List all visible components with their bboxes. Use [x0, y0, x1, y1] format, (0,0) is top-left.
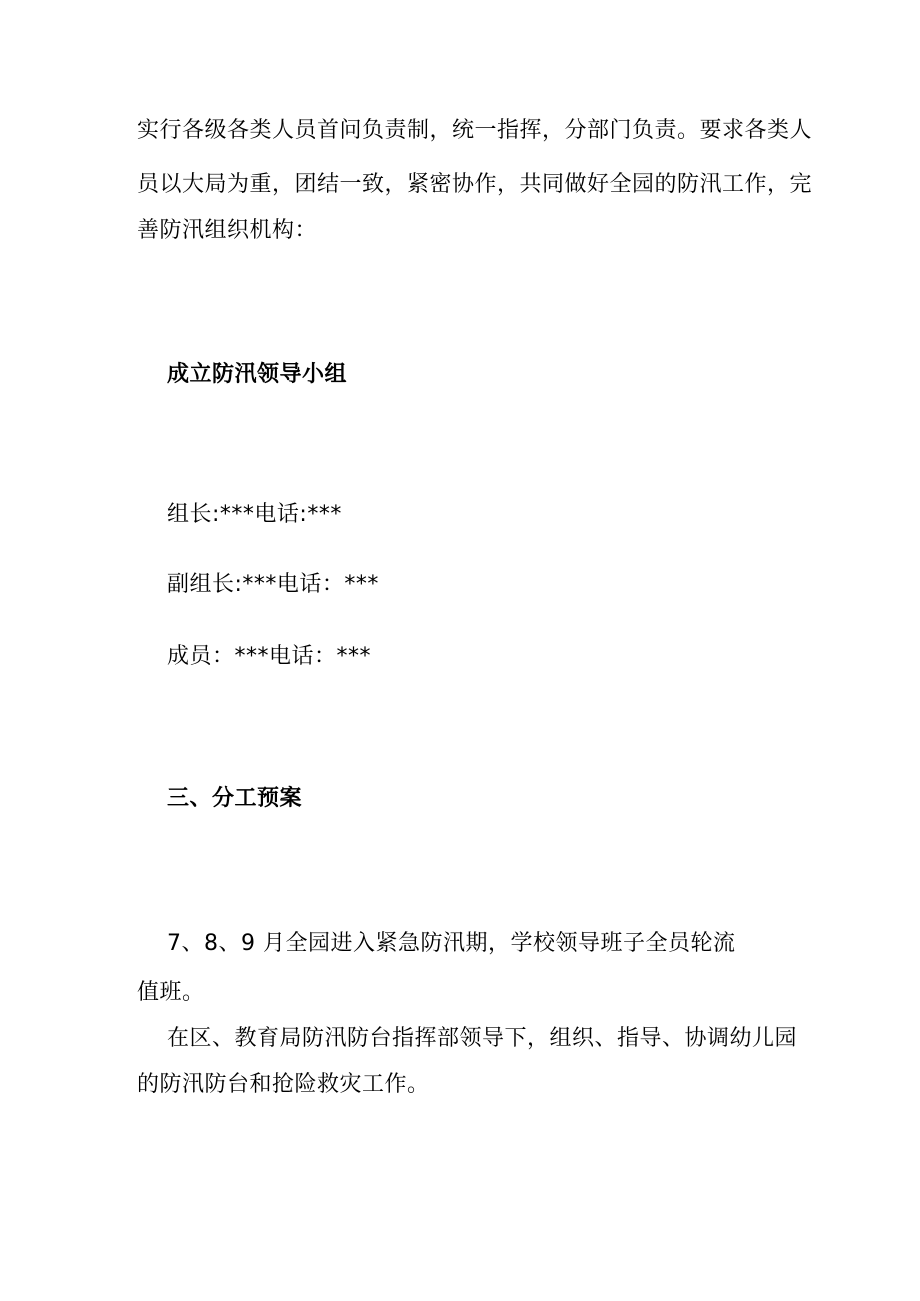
intro-line-2: 员以大局为重，团结一致，紧密协作，共同做好全园的防汛工作，完 [137, 172, 813, 197]
command-line-2: 的防汛防台和抢险救灾工作。 [137, 1072, 430, 1097]
duty-line-2: 值班。 [137, 980, 205, 1005]
member-deputy: 副组长:***电话：*** [167, 572, 379, 597]
duty-line-1: 7、8、9 月全园进入紧急防汛期，学校领导班子全员轮流 [167, 931, 736, 956]
command-line-1: 在区、教育局防汛防台指挥部领导下，组织、指导、协调幼儿园 [167, 1026, 798, 1051]
heading-section-3: 三、分工预案 [167, 786, 303, 811]
member-list: 成员：***电话：*** [167, 644, 372, 669]
intro-line-1: 实行各级各类人员首问负责制，统一指挥，分部门负责。要求各类人 [137, 118, 813, 143]
intro-line-3: 善防汛组织机构： [137, 218, 318, 243]
heading-leading-group: 成立防汛领导小组 [167, 362, 348, 387]
member-leader: 组长:***电话:*** [167, 502, 342, 527]
